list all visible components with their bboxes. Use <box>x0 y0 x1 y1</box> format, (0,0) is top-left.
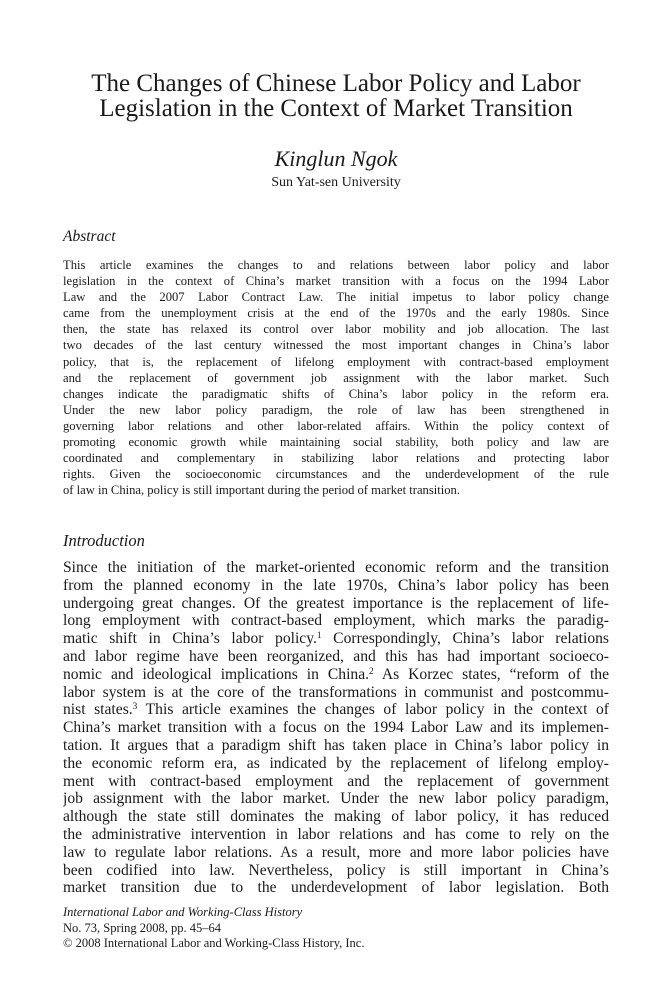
abstract-line: promoting economic growth while maintaining social stability, both policy and law are <box>63 435 609 450</box>
abstract-line: and the replacement of government job assignment with the labor market. Such <box>63 370 609 385</box>
introduction-line <box>63 701 609 719</box>
abstract-line: then, the state has relaxed its control over labor mobility and job allocation. The last <box>63 322 609 337</box>
line-text: market transition due to the underdevelopment of labor legislation. Both <box>63 879 609 897</box>
abstract-line: governing labor relations and other labor-related affairs. Within the policy context of <box>63 418 609 433</box>
abstract-line: two decades of the last century witnessed the most important changes in China’s labor <box>63 338 609 353</box>
line-text: the economic reform era, as indicated by the replacement of lifelong employ- <box>63 754 609 772</box>
abstract-line: rights. Given the socioeconomic circumstances and the underdevelopment of the rule <box>63 467 609 482</box>
introduction-line <box>63 577 609 595</box>
author-name: Kinglun Ngok <box>274 146 398 171</box>
line-text: tation. It argues that a paradigm shift has taken place in China’s labor policy in <box>63 736 609 754</box>
line-text: undergoing great changes. Of the greatest importance is the replacement of life- <box>63 594 609 612</box>
line-text: long employment with contract-based employment, which marks the paradig- <box>63 612 609 630</box>
line-text: Correspondingly, China’s labor relations <box>321 630 609 648</box>
introduction-line <box>63 648 609 666</box>
introduction-line <box>63 844 609 862</box>
article-title-line-2: Legislation in the Context of Market Transition <box>99 95 573 122</box>
line-text: nomic and ideological implications in China. <box>63 665 370 683</box>
introduction-line <box>63 879 609 897</box>
author-affiliation: Sun Yat-sen University <box>271 175 401 190</box>
introduction-line <box>63 666 609 684</box>
introduction-line <box>63 790 609 808</box>
line-text: although the state still dominates the making of labor policy, it has reduced <box>63 808 609 826</box>
introduction-line <box>63 808 609 826</box>
abstract-line: This article examines the changes to and relations between labor policy and labor <box>63 258 609 272</box>
line-text: been codified into law. Nevertheless, policy is still important in China’s <box>63 861 609 879</box>
journal-footer <box>63 905 364 952</box>
abstract-line: of law in China, policy is still important during the period of market transition. <box>63 483 460 498</box>
copyright-notice: © 2008 International Labor and Working-Class History, Inc. <box>63 936 365 950</box>
abstract-line: legislation in the context of China’s market transition with a focus on the 1994 Labor <box>63 274 609 289</box>
line-text: from the planned economy in the late 1970s, China’s labor policy has been <box>63 576 609 594</box>
introduction-heading: Introduction <box>63 531 145 550</box>
line-text: nist states. <box>63 701 133 719</box>
footnote-marker[interactable]: 1 <box>316 631 322 642</box>
introduction-line <box>63 862 609 880</box>
abstract-line: coordinated and complementary in stabilizing labor relations and protecting labor <box>63 451 609 466</box>
abstract-line: policy, that is, the replacement of lifelong employment with contract-based employment <box>63 354 609 369</box>
line-text: This article examines the changes of labor policy in the context of <box>137 701 609 719</box>
abstract-line: changes indicate the paradigmatic shifts of China’s labor policy in the reform era. <box>63 386 609 401</box>
line-text: China’s market transition with a focus on the 1994 Labor Law and its implemen- <box>63 719 609 737</box>
abstract-body <box>63 257 609 498</box>
line-text: job assignment with the labor market. Under the new labor policy paradigm, <box>63 790 609 808</box>
line-text: Since the initiation of the market-oriented economic reform and the transition <box>63 559 609 576</box>
journal-issue: No. 73, Spring 2008, pp. 45–64 <box>63 920 221 935</box>
footnote-marker[interactable]: 3 <box>132 702 138 713</box>
introduction-line <box>63 559 609 577</box>
footnote-marker[interactable]: 2 <box>369 666 374 677</box>
introduction-line <box>63 612 609 630</box>
journal-name: International Labor and Working-Class History <box>63 905 303 919</box>
abstract-heading: Abstract <box>63 228 116 245</box>
introduction-line <box>63 755 609 773</box>
introduction-line <box>63 630 609 648</box>
introduction-line <box>63 595 609 613</box>
line-text: ment with contract-based employment and the replacement of government <box>63 772 609 790</box>
introduction-line <box>63 773 609 791</box>
abstract-line: Law and the 2007 Labor Contract Law. The initial impetus to labor policy change <box>63 290 609 305</box>
line-text: As Korzec states, “reform of the <box>373 665 609 683</box>
line-text: the administrative intervention in labor relations and has come to rely on the <box>63 825 609 843</box>
introduction-line <box>63 719 609 737</box>
article-title-line-1: The Changes of Chinese Labor Policy and Labor <box>91 70 581 97</box>
abstract-line: came from the unemployment crisis at the end of the 1970s and the early 1980s. Since <box>63 306 609 321</box>
line-text: law to regulate labor relations. As a result, more and more labor policies have <box>63 843 609 861</box>
line-text: matic shift in China’s labor policy. <box>63 630 317 648</box>
line-text: and labor regime have been reorganized, and this has had important socioeco- <box>63 647 609 665</box>
introduction-line <box>63 737 609 755</box>
line-text: labor system is at the core of the transformations in communist and postcommu- <box>63 683 609 701</box>
introduction-line <box>63 826 609 844</box>
introduction-line <box>63 684 609 702</box>
introduction-body <box>63 559 609 897</box>
abstract-line: Under the new labor policy paradigm, the role of law has been strengthened in <box>63 402 609 417</box>
